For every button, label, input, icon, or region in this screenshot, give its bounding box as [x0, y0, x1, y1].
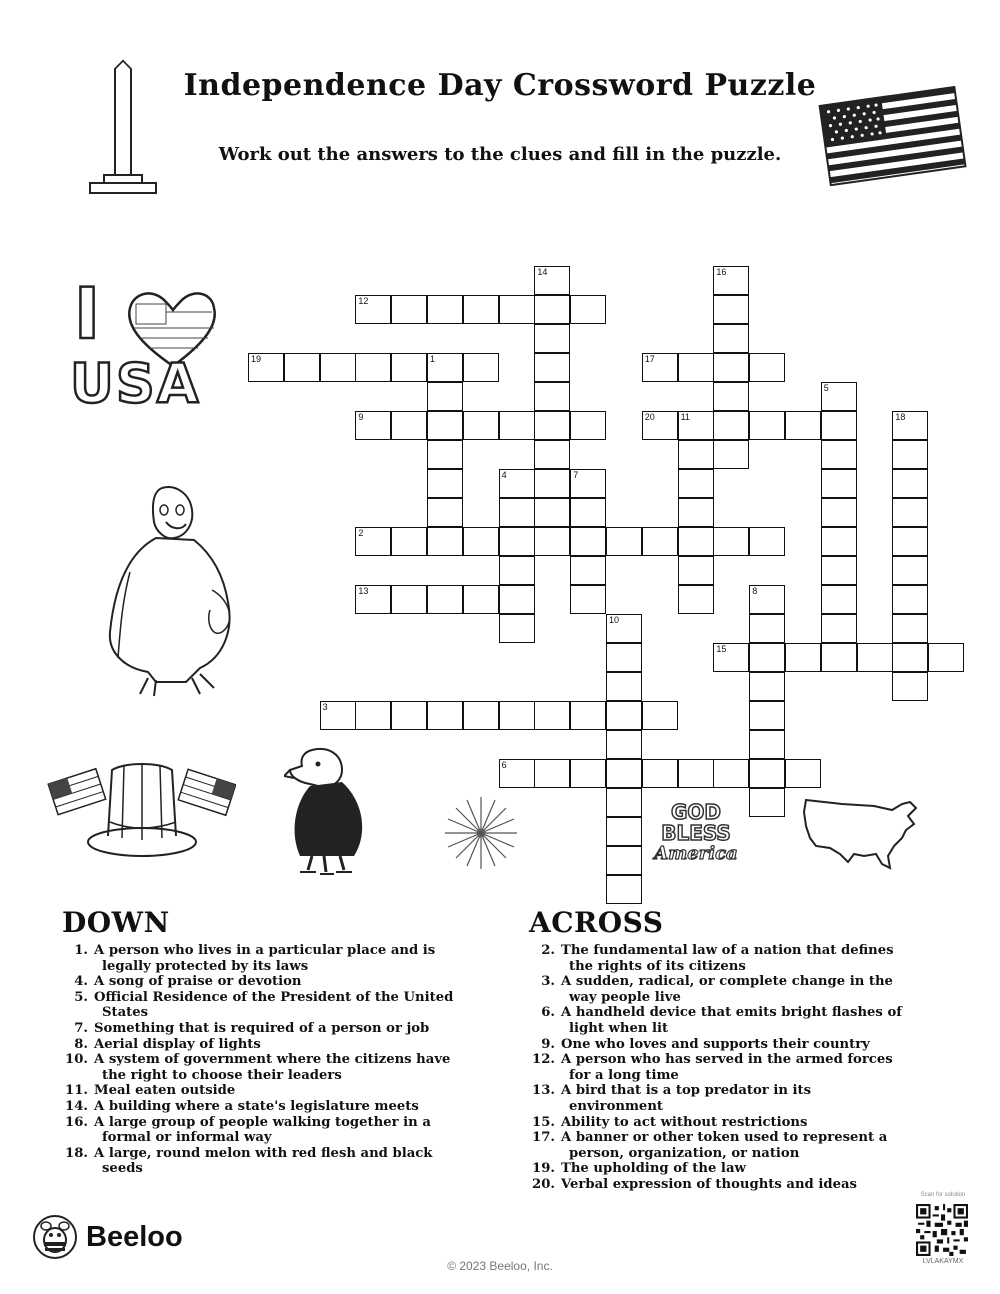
- cell-number: 4: [501, 470, 507, 480]
- down-clue: [62, 1099, 462, 1115]
- cell-number: 1: [430, 354, 436, 364]
- crossword-cell[interactable]: [427, 469, 463, 498]
- crossword-cell[interactable]: [678, 556, 714, 585]
- crossword-cell[interactable]: [821, 382, 857, 411]
- crossword-cell[interactable]: [785, 759, 821, 788]
- cartoon-eagle-icon: [96, 482, 246, 698]
- crossword-cell[interactable]: [821, 527, 857, 556]
- crossword-cell[interactable]: [749, 614, 785, 643]
- clue-text: A sudden, radical, or complete change in the way people live: [561, 974, 893, 1005]
- cell-number: 19: [251, 354, 262, 364]
- crossword-cell[interactable]: [355, 527, 391, 556]
- crossword-cell[interactable]: [749, 643, 785, 672]
- crossword-cell[interactable]: [749, 788, 785, 817]
- crossword-cell[interactable]: [463, 527, 499, 556]
- clue-number: 2.: [541, 943, 555, 958]
- crossword-cell[interactable]: [391, 411, 427, 440]
- crossword-cell[interactable]: [892, 469, 928, 498]
- down-clue: [62, 1052, 462, 1083]
- crossword-cell[interactable]: [355, 411, 391, 440]
- down-clues-section: [62, 906, 462, 1177]
- i-love-usa-graphic: [68, 273, 218, 422]
- crossword-cell[interactable]: [821, 643, 857, 672]
- crossword-cell[interactable]: [642, 701, 678, 730]
- crossword-cell[interactable]: [749, 585, 785, 614]
- crossword-cell[interactable]: [785, 643, 821, 672]
- across-clue: [529, 974, 909, 1005]
- bee-icon: [32, 1214, 78, 1260]
- crossword-cell[interactable]: [678, 440, 714, 469]
- across-clue: [529, 1052, 909, 1083]
- crossword-cell[interactable]: [713, 353, 749, 382]
- crossword-cell[interactable]: [749, 730, 785, 759]
- crossword-cell[interactable]: [463, 701, 499, 730]
- across-clue-list: [529, 943, 909, 1193]
- god-bless-america-graphic: [648, 802, 744, 882]
- across-clue: [529, 1005, 909, 1036]
- crossword-cell[interactable]: [749, 527, 785, 556]
- crossword-cell[interactable]: [642, 411, 678, 440]
- crossword-cell[interactable]: [284, 353, 320, 382]
- clue-number: 17.: [532, 1130, 555, 1146]
- brand-name: Beeloo: [86, 1220, 183, 1253]
- crossword-cell[interactable]: [892, 556, 928, 585]
- bless-text: BLESS: [661, 821, 731, 845]
- clue-text: Official Residence of the President of the United States: [94, 989, 454, 1021]
- clue-text: Aerial display of lights: [94, 1036, 261, 1052]
- clue-text: A system of government where the citizens have the right to choose their leaders: [94, 1052, 451, 1083]
- crossword-cell[interactable]: [821, 469, 857, 498]
- cell-number: 8: [752, 586, 758, 596]
- crossword-cell[interactable]: [463, 585, 499, 614]
- crossword-cell[interactable]: [928, 643, 964, 672]
- crossword-cell[interactable]: [892, 440, 928, 469]
- clue-number: 18.: [65, 1145, 88, 1161]
- cell-number: 10: [609, 615, 620, 625]
- clue-number: 15.: [532, 1114, 555, 1130]
- crossword-cell[interactable]: [785, 411, 821, 440]
- crossword-cell[interactable]: [534, 266, 570, 295]
- crossword-cell[interactable]: [642, 353, 678, 382]
- across-clue: [529, 1177, 909, 1193]
- crossword-cell[interactable]: [892, 614, 928, 643]
- crossword-cell[interactable]: [499, 498, 535, 527]
- crossword-cell[interactable]: [248, 353, 284, 382]
- cell-number: 15: [716, 644, 727, 654]
- qr-code-label: LVLAKAYMX: [922, 1258, 964, 1265]
- clue-text: A large, round melon with red flesh and black seeds: [94, 1145, 433, 1177]
- crossword-cell[interactable]: [427, 382, 463, 411]
- across-clue: [529, 1161, 909, 1177]
- crossword-cell[interactable]: [892, 527, 928, 556]
- crossword-cell[interactable]: [749, 759, 785, 788]
- clue-text: The upholding of the law: [561, 1161, 746, 1177]
- firework-icon: [438, 790, 524, 876]
- crossword-cell[interactable]: [391, 527, 427, 556]
- crossword-cell[interactable]: [570, 556, 606, 585]
- crossword-cell[interactable]: [427, 498, 463, 527]
- usa-text: USA: [70, 352, 201, 415]
- instructions: Work out the answers to the clues and fill in the puzzle.: [218, 144, 782, 165]
- crossword-cell[interactable]: [749, 411, 785, 440]
- crossword-cell[interactable]: [642, 527, 678, 556]
- crossword-cell[interactable]: [606, 875, 642, 904]
- crossword-cell[interactable]: [534, 411, 570, 440]
- crossword-cell[interactable]: [713, 440, 749, 469]
- crossword-cell[interactable]: [427, 701, 463, 730]
- crossword-cell[interactable]: [570, 411, 606, 440]
- crossword-cell[interactable]: [678, 585, 714, 614]
- crossword-cell[interactable]: [713, 324, 749, 353]
- crossword-cell[interactable]: [534, 295, 570, 324]
- down-clue: [62, 1115, 462, 1146]
- clue-text: Ability to act without restrictions: [561, 1114, 808, 1130]
- crossword-cell[interactable]: [355, 295, 391, 324]
- down-heading: DOWN: [62, 906, 170, 939]
- across-clues-section: [529, 906, 909, 1193]
- across-clue: [529, 943, 909, 974]
- crossword-cell[interactable]: [892, 672, 928, 701]
- clue-text: Verbal expression of thoughts and ideas: [561, 1176, 857, 1192]
- crossword-cell[interactable]: [821, 440, 857, 469]
- down-clue: [62, 1037, 462, 1053]
- crossword-cell[interactable]: [570, 585, 606, 614]
- clue-text: A large group of people walking together in a formal or informal way: [94, 1114, 431, 1146]
- clue-number: 10.: [65, 1052, 88, 1068]
- crossword-cell[interactable]: [463, 353, 499, 382]
- clue-number: 5.: [74, 989, 88, 1005]
- crossword-cell[interactable]: [534, 527, 570, 556]
- cell-number: 17: [644, 354, 655, 364]
- crossword-cell[interactable]: [499, 614, 535, 643]
- crossword-cell[interactable]: [606, 527, 642, 556]
- crossword-cell[interactable]: [499, 469, 535, 498]
- crossword-cell[interactable]: [570, 498, 606, 527]
- i-letter: I: [74, 273, 101, 355]
- crossword-cell[interactable]: [713, 382, 749, 411]
- crossword-cell[interactable]: [857, 643, 893, 672]
- clue-text: Meal eaten outside: [94, 1083, 236, 1099]
- qr-code[interactable]: [916, 1204, 968, 1256]
- cell-number: 6: [501, 760, 507, 770]
- god-text: GOD: [670, 800, 722, 824]
- down-clue: [62, 1021, 462, 1037]
- across-clue: [529, 1083, 909, 1114]
- clue-text: A person who has served in the armed forces for a long time: [561, 1052, 893, 1083]
- clue-number: 4.: [74, 974, 88, 990]
- crossword-cell[interactable]: [570, 527, 606, 556]
- down-clue-list: [62, 943, 462, 1177]
- crossword-cell[interactable]: [534, 382, 570, 411]
- cell-number: 18: [895, 412, 906, 422]
- crossword-cell[interactable]: [713, 643, 749, 672]
- crossword-cell[interactable]: [355, 585, 391, 614]
- crossword-cell[interactable]: [534, 701, 570, 730]
- crossword-cell[interactable]: [427, 527, 463, 556]
- crossword-cell[interactable]: [534, 498, 570, 527]
- crossword-cell[interactable]: [678, 353, 714, 382]
- clue-text: A handheld device that emits bright flashes of light when lit: [561, 1005, 902, 1036]
- crossword-cell[interactable]: [678, 527, 714, 556]
- crossword-cell[interactable]: [355, 701, 391, 730]
- clue-text: The fundamental law of a nation that defines the rights of its citizens: [561, 943, 894, 974]
- crossword-cell[interactable]: [320, 353, 356, 382]
- crossword-cell[interactable]: [570, 759, 606, 788]
- crossword-cell[interactable]: [499, 411, 535, 440]
- crossword-cell[interactable]: [713, 411, 749, 440]
- scan-note: Scan for solution: [920, 1192, 966, 1198]
- crossword-cell[interactable]: [499, 556, 535, 585]
- down-clue: [62, 974, 462, 990]
- crossword-cell[interactable]: [499, 527, 535, 556]
- crossword-cell[interactable]: [606, 788, 642, 817]
- cell-number: 16: [716, 267, 727, 277]
- crossword-cell[interactable]: [355, 353, 391, 382]
- bald-eagle-icon: [284, 744, 374, 880]
- crossword-cell[interactable]: [713, 266, 749, 295]
- clue-text: A person who lives in a particular place and is legally protected by its laws: [94, 943, 436, 974]
- crossword-cell[interactable]: [678, 469, 714, 498]
- crossword-cell[interactable]: [821, 585, 857, 614]
- down-clue: [62, 1083, 462, 1099]
- crossword-cell[interactable]: [427, 353, 463, 382]
- crossword-cell[interactable]: [678, 411, 714, 440]
- crossword-cell[interactable]: [534, 469, 570, 498]
- crossword-cell[interactable]: [499, 701, 535, 730]
- crossword-cell[interactable]: [892, 643, 928, 672]
- crossword-cell[interactable]: [713, 527, 749, 556]
- crossword-cell[interactable]: [713, 759, 749, 788]
- us-flag-icon: [818, 78, 968, 186]
- clue-number: 11.: [65, 1083, 88, 1099]
- crossword-cell[interactable]: [678, 759, 714, 788]
- crossword-cell[interactable]: [391, 585, 427, 614]
- clue-number: 20.: [532, 1176, 555, 1192]
- clue-number: 16.: [65, 1114, 88, 1130]
- crossword-cell[interactable]: [892, 585, 928, 614]
- cell-number: 3: [322, 702, 328, 712]
- crossword-cell[interactable]: [749, 701, 785, 730]
- clue-number: 3.: [541, 974, 555, 990]
- crossword-cell[interactable]: [570, 469, 606, 498]
- crossword-cell[interactable]: [606, 730, 642, 759]
- crossword-cell[interactable]: [606, 846, 642, 875]
- cell-number: 2: [358, 528, 364, 538]
- crossword-cell[interactable]: [892, 498, 928, 527]
- crossword-cell[interactable]: [642, 759, 678, 788]
- crossword-cell[interactable]: [892, 411, 928, 440]
- crossword-cell[interactable]: [606, 672, 642, 701]
- copyright: © 2023 Beeloo, Inc.: [447, 1259, 553, 1273]
- clue-text: A building where a state's legislature meets: [94, 1098, 419, 1114]
- cell-number: 13: [358, 586, 369, 596]
- crossword-cell[interactable]: [821, 614, 857, 643]
- clue-number: 19.: [532, 1161, 555, 1177]
- crossword-cell[interactable]: [534, 759, 570, 788]
- cell-number: 12: [358, 296, 369, 306]
- across-heading: ACROSS: [529, 906, 664, 939]
- crossword-cell[interactable]: [534, 324, 570, 353]
- down-clue: [62, 1146, 462, 1177]
- crossword-cell[interactable]: [678, 498, 714, 527]
- crossword-cell[interactable]: [427, 411, 463, 440]
- clue-number: 8.: [74, 1036, 88, 1052]
- clue-number: 14.: [65, 1098, 88, 1114]
- crossword-cell[interactable]: [427, 440, 463, 469]
- clue-text: Something that is required of a person or job: [94, 1020, 430, 1036]
- cell-number: 20: [644, 412, 655, 422]
- clue-number: 6.: [541, 1005, 555, 1021]
- crossword-cell[interactable]: [749, 672, 785, 701]
- crossword-cell[interactable]: [499, 295, 535, 324]
- crossword-cell[interactable]: [606, 701, 642, 730]
- clue-number: 7.: [74, 1020, 88, 1036]
- washington-monument-icon: [84, 58, 162, 198]
- crossword-cell[interactable]: [427, 585, 463, 614]
- crossword-cell[interactable]: [606, 643, 642, 672]
- crossword-cell[interactable]: [463, 295, 499, 324]
- clue-number: 1.: [74, 943, 88, 958]
- crossword-cell[interactable]: [391, 295, 427, 324]
- clue-text: A song of praise or devotion: [94, 974, 302, 990]
- crossword-cell[interactable]: [821, 498, 857, 527]
- crossword-cell[interactable]: [606, 817, 642, 846]
- clue-text: One who loves and supports their country: [561, 1036, 870, 1052]
- clue-number: 12.: [532, 1052, 555, 1068]
- usa-map-icon: [802, 794, 924, 872]
- clue-text: A bird that is a top predator in its environment: [561, 1083, 812, 1114]
- crossword-cell[interactable]: [534, 353, 570, 382]
- across-clue: [529, 1130, 909, 1161]
- clue-number: 13.: [532, 1083, 555, 1099]
- crossword-cell[interactable]: [391, 353, 427, 382]
- down-clue: [62, 943, 462, 974]
- crossword-cell[interactable]: [534, 440, 570, 469]
- crossword-cell[interactable]: [570, 295, 606, 324]
- across-clue: [529, 1115, 909, 1131]
- cell-number: 9: [358, 412, 364, 422]
- cell-number: 14: [537, 267, 548, 277]
- america-text: America: [654, 843, 738, 864]
- uncle-sam-hat-icon: [46, 752, 236, 862]
- page-title: Independence Day Crossword Puzzle: [183, 68, 817, 103]
- crossword-cell[interactable]: [570, 701, 606, 730]
- crossword-cell[interactable]: [821, 411, 857, 440]
- cell-number: 11: [680, 412, 690, 422]
- crossword-cell[interactable]: [499, 759, 535, 788]
- crossword-cell[interactable]: [749, 353, 785, 382]
- crossword-cell[interactable]: [427, 295, 463, 324]
- clue-number: 9.: [541, 1036, 555, 1052]
- crossword-cell[interactable]: [606, 614, 642, 643]
- cell-number: 7: [573, 470, 579, 480]
- crossword-cell[interactable]: [713, 295, 749, 324]
- down-clue: [62, 990, 462, 1021]
- across-clue: [529, 1037, 909, 1053]
- clue-text: A banner or other token used to represent a person, organization, or nation: [561, 1130, 888, 1161]
- crossword-cell[interactable]: [821, 556, 857, 585]
- crossword-cell[interactable]: [463, 411, 499, 440]
- crossword-cell[interactable]: [606, 759, 642, 788]
- crossword-cell[interactable]: [499, 585, 535, 614]
- crossword-cell[interactable]: [320, 701, 356, 730]
- brand-logo: [32, 1213, 183, 1261]
- cell-number: 5: [823, 383, 829, 393]
- crossword-cell[interactable]: [391, 701, 427, 730]
